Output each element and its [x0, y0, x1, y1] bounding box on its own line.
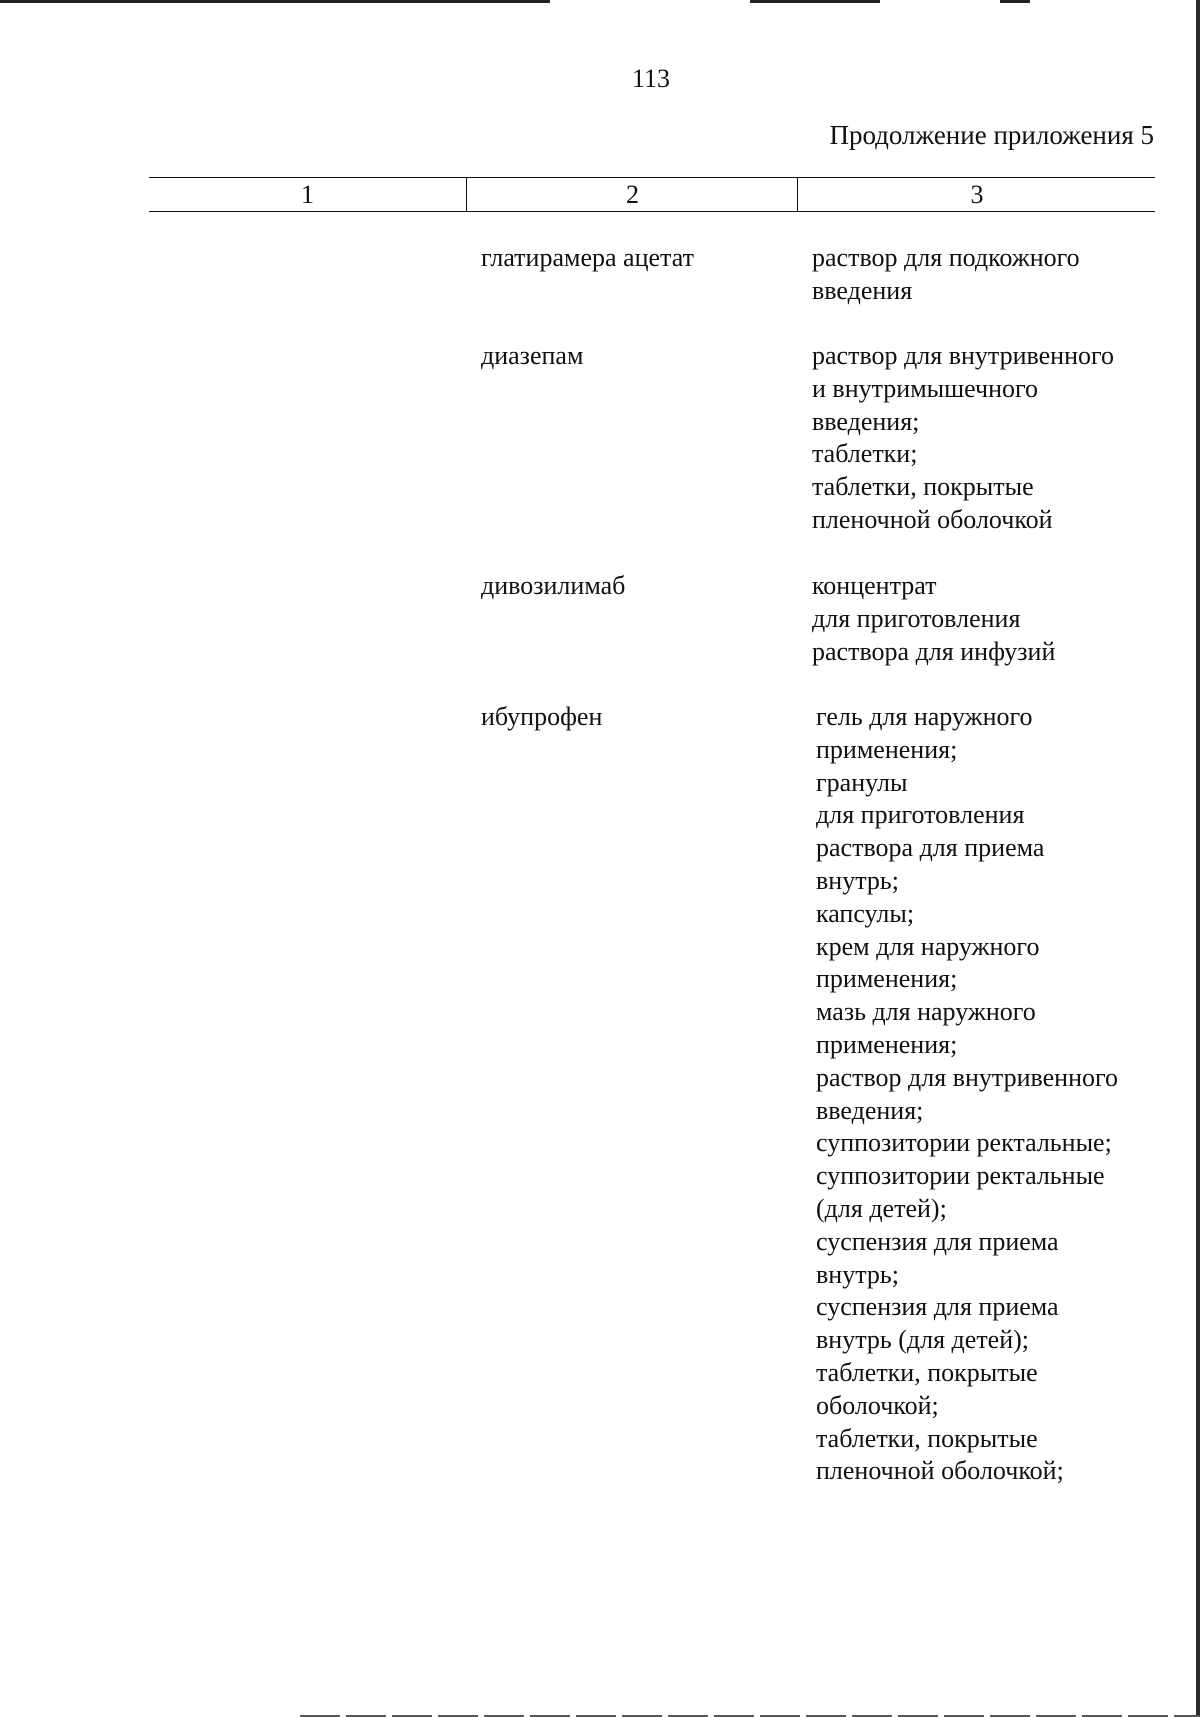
dosage-form-line: и внутримышечного [812, 373, 1039, 403]
dosage-form-line: раствор для подкожного [812, 243, 1080, 272]
column-header-2: 2 [466, 178, 798, 211]
dosage-form-line: таблетки, покрытые [816, 1357, 1038, 1387]
dosage-form-line: применения; [816, 964, 958, 994]
dosage-form-line: таблетки; [812, 439, 918, 469]
page-number: 113 [631, 64, 671, 93]
dosage-form-line: введения; [816, 1095, 924, 1125]
dosage-form-line: гранулы [816, 767, 908, 797]
dosage-form-line: мазь для наружного [816, 997, 1036, 1027]
dosage-form-line: пленочной оболочкой [812, 504, 1053, 534]
column-header-1: 1 [301, 180, 314, 209]
dosage-form-line: гель для наружного [816, 702, 1033, 731]
dosage-form-line: раствора для инфузий [812, 636, 1056, 666]
continuation-heading: Продолжение приложения 5 [829, 120, 1154, 150]
dosage-form-line: концентрат [812, 571, 937, 600]
column-header-3: 3 [797, 178, 1156, 211]
dosage-form-line: внутрь (для детей); [816, 1325, 1030, 1355]
dosage-forms [816, 701, 1176, 1488]
dosage-forms [812, 340, 1172, 537]
drug-name: дивозилимаб [481, 571, 626, 600]
dosage-forms [812, 570, 1172, 668]
table-header [149, 177, 1155, 212]
dosage-form-line: применения; [816, 734, 958, 764]
dosage-form-line: (для детей); [816, 1193, 947, 1223]
dosage-form-line: применения; [816, 1029, 958, 1059]
drug-name: глатирамера ацетат [481, 243, 694, 272]
dosage-form-line: раствора для приема [816, 833, 1045, 863]
dosage-form-line: введения [812, 275, 913, 305]
dosage-form-line: внутрь; [816, 1259, 899, 1289]
dosage-form-line: раствор для внутривенного [812, 341, 1114, 370]
dosage-form-line: пленочной оболочкой; [816, 1456, 1064, 1486]
dosage-form-line: суспензия для приема [816, 1226, 1059, 1256]
dosage-form-line: таблетки, покрытые [812, 472, 1034, 502]
dosage-form-line: внутрь; [816, 865, 899, 895]
dosage-form-line: введения; [812, 406, 920, 436]
scan-edge-right [1196, 0, 1200, 1717]
dosage-form-line: раствор для внутривенного [816, 1062, 1118, 1092]
drug-name: ибупрофен [481, 702, 603, 731]
dosage-forms [812, 242, 1172, 308]
dosage-form-line: суппозитории ректальные [816, 1161, 1105, 1191]
scan-edge-top [0, 0, 1200, 3]
dosage-form-line: таблетки, покрытые [816, 1423, 1038, 1453]
dosage-form-line: суппозитории ректальные; [816, 1128, 1112, 1158]
dosage-form-line: для приготовления [816, 800, 1025, 830]
dosage-form-line: капсулы; [816, 898, 915, 928]
dosage-form-line: суспензия для приема [816, 1292, 1059, 1322]
drug-name: диазепам [481, 341, 584, 370]
dosage-form-line: крем для наружного [816, 931, 1040, 961]
dosage-form-line: оболочкой; [816, 1390, 939, 1420]
dosage-form-line: для приготовления [812, 603, 1021, 633]
